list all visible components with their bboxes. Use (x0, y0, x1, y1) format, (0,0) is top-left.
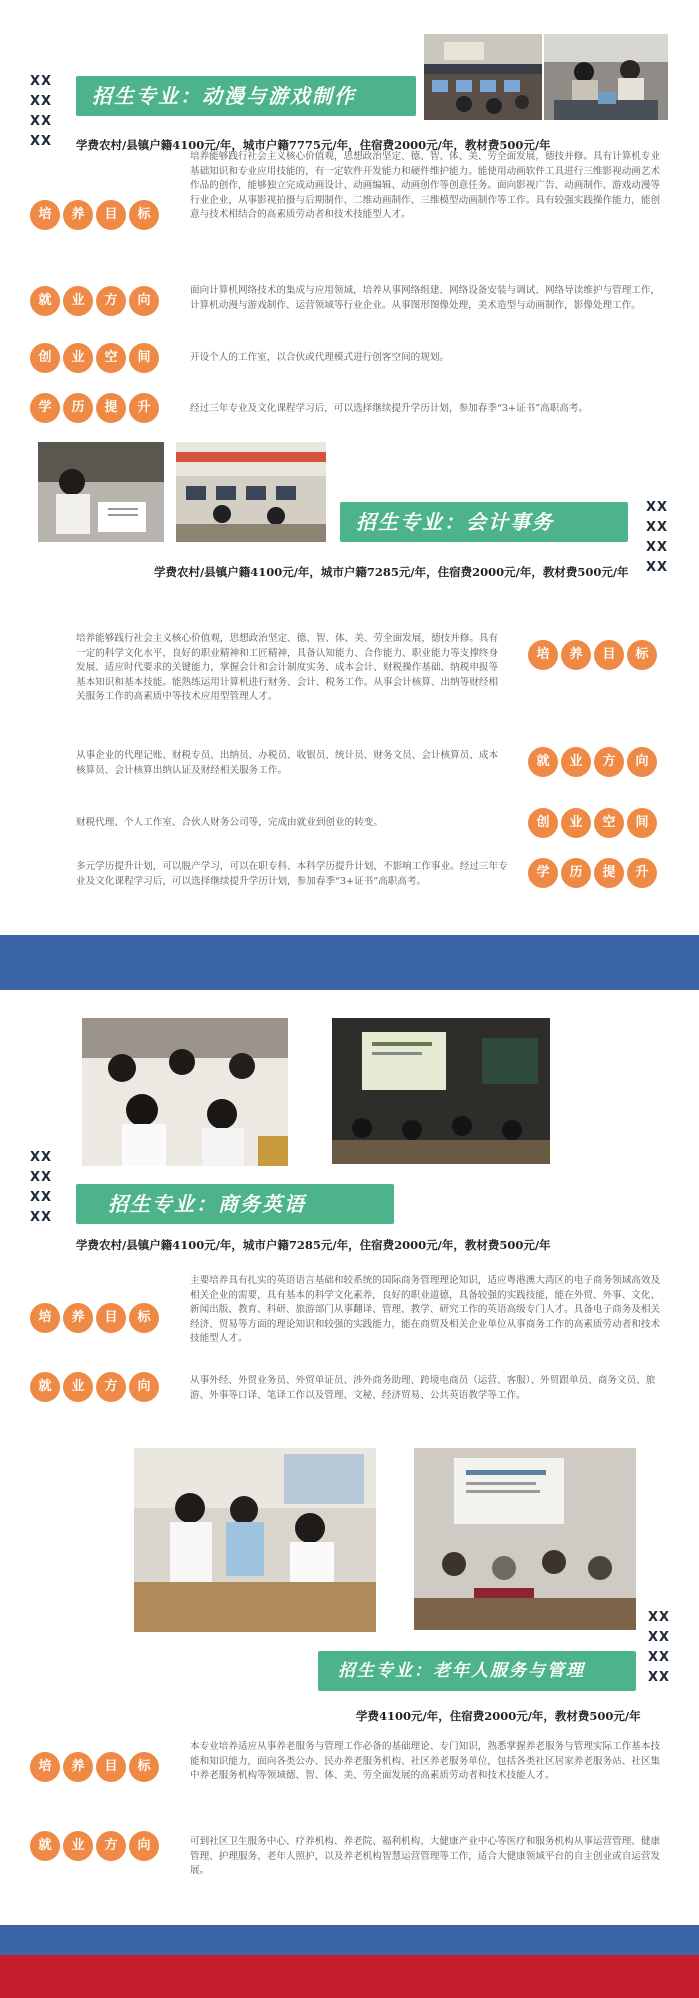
label-jiuye-fangxiang: 就 业 方 向 (528, 747, 660, 777)
photo-english-presentation (332, 1018, 550, 1164)
xx-decoration: XX XX XX XX (648, 1610, 671, 1685)
section-3-employment: 从事外经、外贸业务员、外贸单证员、涉外商务助理、跨境电商员（运营、客服）、外贸跟单员、商务文员、旅游、外事等口译、笔译工作以及管理、文秘、经济贸易、公共英语教学等工作。 (190, 1375, 656, 1401)
xx-decoration: XX XX XX XX (30, 1150, 53, 1225)
label-peiyang-mubiao: 培 养 目 标 (30, 1752, 162, 1782)
label-chuangye-kongjian: 创 业 空 间 (30, 343, 162, 373)
section-2-training-goal: 培养能够践行社会主义核心价值观，思想政治坚定、德、智、体、美、劳全面发展，德技并修。具有一定的科学文化水平，良好的职业精神和工匠精神，具备认知能力、合作能力、职业能力等支撑终身发展、适应时代要求的关键能力，掌握会计和会计制度实务、成本会计、财税操作基础、纳税申报等基本知识和基本技能。能熟练运用计算机进行财务、会计、税务工作。从事会计核算、出纳等财经相关服务工作的高素质中等技术应用型管理人才。 (76, 633, 499, 703)
label-xueli-tisheng: 学 历 提 升 (528, 858, 660, 888)
section-4-employment: 可到社区卫生服务中心、疗养机构、养老院、福利机构、大健康产业中心等医疗和服务机构从事运营管理、健康管理、护理服务、老年人照护，以及养老机构智慧运营管理等工作，适合大健康领域平台的自主创业或自运营发展。 (190, 1836, 661, 1877)
label-chuangye-kongjian: 创 业 空 间 (528, 808, 660, 838)
section-1-employment: 面向计算机网络技术的集成与应用领域，培养从事网络组建、网络设备安装与调试、网络导读维护与管理工作，计算机动漫与游戏制作、运营领域等行业企业。从事图形图像处理，美术造型与动画制作，影像处理工作。 (190, 285, 661, 311)
label-peiyang-mubiao: 培 养 目 标 (30, 200, 162, 230)
photo-english-class (82, 1018, 288, 1166)
section-1-fee: 学费农村/县镇户籍4100元/年，城市户籍7775元/年，住宿费2000元/年，教材费500元/年 (76, 138, 551, 152)
section-divider-bar (0, 935, 699, 990)
label-peiyang-mubiao: 培 养 目 标 (528, 640, 660, 670)
photo-accounting-study (38, 442, 164, 542)
photo-elderly-lecture (414, 1448, 636, 1630)
label-jiuye-fangxiang: 就 业 方 向 (30, 286, 162, 316)
photo-computer-lab (424, 34, 542, 120)
label-jiuye-fangxiang: 就 业 方 向 (30, 1831, 162, 1861)
section-2-education: 多元学历提升计划，可以脱产学习，可以在职专科、本科学历提升计划，不影响工作事业。经过三年专业及文化课程学习后，可以选择继续提升学历计划，参加春季“3+证书”高职高考。 (76, 861, 508, 887)
section-3-title: 招生专业：商务英语 (76, 1184, 394, 1224)
section-2-employment: 从事企业的代理记账、财税专员、出纳员、办税员、收银员、统计员、财务文员、会计核算员、成本核算员、会计核算出纳认证及财经相关服务工作。 (76, 750, 499, 776)
label-xueli-tisheng: 学 历 提 升 (30, 393, 162, 423)
section-3-fee: 学费农村/县镇户籍4100元/年，城市户籍7285元/年，住宿费2000元/年，教材费500元/年 (76, 1238, 551, 1252)
section-1-entrepreneurship: 开设个人的工作室，以合伙或代理模式进行创客空间的规划。 (190, 352, 450, 363)
section-1-title: 招生专业：动漫与游戏制作 (76, 76, 416, 116)
photo-students-working (544, 34, 668, 120)
label-jiuye-fangxiang: 就 业 方 向 (30, 1372, 162, 1402)
footer-red-bar (0, 1955, 699, 1998)
section-2-entrepreneurship: 财税代理、个人工作室、合伙人财务公司等，完成由就业到创业的转变。 (76, 817, 383, 828)
section-4-title: 招生专业：老年人服务与管理 (318, 1651, 636, 1691)
photo-elderly-care-training (134, 1448, 376, 1632)
section-4-fee: 学费4100元/年，住宿费2000元/年，教材费500元/年 (356, 1709, 641, 1723)
section-1-training-goal: 培养能够践行社会主义核心价值观，思想政治坚定、德、智、体、美、劳全面发展，德技并修。具有计算机专业基础知识和专业应用技能的，有一定软件开发能力和硬件维护能力。能使用动画软件工具进行三维影视动画艺术作品的创作，能够独立完成动画设计、动画编辑、动画创作等创意任务。面向影视广告、动画制作、游戏动漫等行业企业，从事影视拍摄与后期制作、二维动画制作、三维模型动画制作等工作。具有较强实践操作能力，能创意与技术相结合的高素质劳动者和技术技能型人才。 (190, 151, 661, 221)
section-1-education: 经过三年专业及文化课程学习后，可以选择继续提升学历计划，参加春季“3+证书”高职高考。 (190, 403, 589, 414)
photo-accounting-lab (176, 442, 326, 542)
xx-decoration: XX XX XX XX (646, 500, 669, 575)
footer-blue-bar (0, 1925, 699, 1955)
section-2-fee: 学费农村/县镇户籍4100元/年，城市户籍7285元/年，住宿费2000元/年，教材费500元/年 (154, 565, 629, 579)
xx-decoration: XX XX XX XX (30, 74, 53, 149)
label-peiyang-mubiao: 培 养 目 标 (30, 1303, 162, 1333)
section-3-training-goal: 主要培养具有扎实的英语语言基础和较系统的国际商务管理理论知识，适应粤港澳大湾区的电子商务领域高效及相关企业的需要，具有基本的科学文化素养，良好的职业道德，具备较强的实践技能，能在外贸、外事、文化、新闻出版、教育、科研、旅游部门从事翻译、管理、教学、研究工作的英语高级专门人才。具备电子商务及相关经济、贸易等方面的理论知识和较强的实践能力，能在商贸及相关企业单位从事商务工作的高素质劳动者和技术技能型人才。 (190, 1275, 661, 1345)
section-4-training-goal: 本专业培养适应从事养老服务与管理工作必备的基础理论、专门知识，熟悉掌握养老服务与管理实际工作基本技能和知识能力，面向各类公办、民办养老服务机构、社区养老服务单位，包括各类社区居家养老服务站、社区集中养老服务机构等领域德、智、体、美、劳全面发展的高素质劳动者和技术技能人才。 (190, 1741, 661, 1782)
section-2-title: 招生专业：会计事务 (340, 502, 628, 542)
